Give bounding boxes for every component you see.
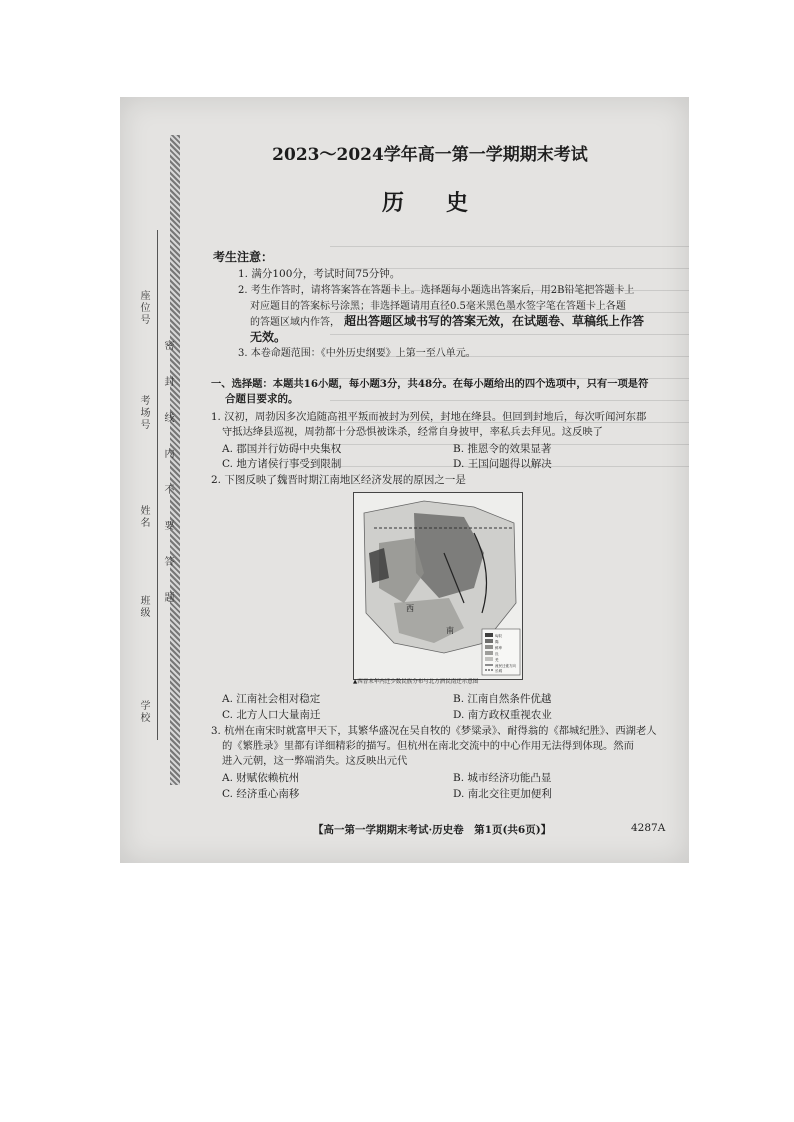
notice-item-3: 3. 本卷命题范围：《中外历史纲要》上第一至八单元。 [238, 348, 476, 359]
q2-option-d: D. 南方政权重视农业 [453, 709, 552, 721]
exam-room-label: 考场号 [138, 395, 149, 431]
q3-option-b: B. 城市经济功能凸显 [453, 772, 552, 784]
subject-title: 历 史 [381, 190, 478, 216]
q3-stem-line3: 进入元朝，这一弊端消失。这反映出元代 [222, 755, 408, 767]
q3-option-a: A. 财赋依赖杭州 [222, 772, 300, 784]
section1-intro: 一、选择题：本题共16小题，每小题3分，共48分。在每小题给出的四个选项中，只有一项是符 [211, 378, 649, 390]
q3-option-c: C. 经济重心南移 [222, 788, 300, 800]
map-legend-0: 匈奴 [495, 634, 502, 638]
map-legend-3: 氐 [495, 652, 499, 656]
map-legend-5: 流民迁徙方向 [495, 664, 516, 668]
migration-map [353, 492, 523, 680]
q2-option-a: A. 江南社会相对稳定 [222, 693, 321, 705]
q3-stem-line2: 的《繁胜录》里都有详细精彩的描写。但杭州在南北交流中的中心作用无法得到体现。然而 [222, 740, 634, 752]
map-legend-1: 羯 [495, 640, 499, 644]
notice-item-2-cont: 对应题目的答案标号涂黑；非选择题请用直径0.5毫米黑色墨水签字笔在答题卡上各题 [250, 301, 626, 312]
q2-stem: 2. 下图反映了魏晋时期江南地区经济发展的原因之一是 [211, 474, 466, 486]
section1-intro-cont: 合题目要求的。 [225, 393, 299, 405]
notice-item-2-emphasis: 超出答题区域书写的答案无效，在试题卷、草稿纸上作答 [344, 314, 645, 328]
map-graphic [354, 493, 522, 679]
map-label-west: 西 [406, 604, 414, 613]
name-label: 姓名 [138, 505, 149, 529]
info-line [157, 230, 158, 740]
seat-label: 座位号 [138, 290, 149, 326]
seal-line-text: 密 封 线 内 不 要 答 题 [162, 340, 173, 610]
paper-code: 4287A [631, 822, 666, 834]
page-footer: 【高一第一学期期末考试·历史卷 第1页(共6页)】 [313, 824, 552, 836]
q1-option-b: B. 推恩令的效果显著 [453, 443, 552, 455]
q3-option-d: D. 南北交往更加便利 [453, 788, 552, 800]
exam-title: 2023～2024学年高一第一学期期末考试 [272, 145, 588, 165]
q1-option-a: A. 郡国并行妨碍中央集权 [222, 443, 342, 455]
notice-item-2-cont2: 的答题区域内作答， [250, 317, 340, 328]
q1-option-d: D. 王国问题得以解决 [453, 458, 552, 470]
q2-option-c: C. 北方人口大量南迁 [222, 709, 321, 721]
map-caption: ▲西晋末年内迁少数民族分布与北方酒民南迁示意图 [353, 679, 479, 685]
notice-item-1: 1. 满分100分，考试时间75分钟。 [238, 268, 401, 280]
map-legend-2: 鲜卑 [495, 646, 502, 650]
school-label: 学校 [138, 700, 149, 724]
notice-item-2: 2. 考生作答时，请将答案答在答题卡上。选择题每小题选出答案后，用2B铅笔把答题卡上 [238, 285, 635, 296]
q1-option-c: C. 地方诸侯行事受到限制 [222, 458, 342, 470]
class-label: 班级 [138, 595, 149, 619]
q3-stem-line1: 3. 杭州在南宋时就富甲天下，其繁华盛况在吴自牧的《梦粱录》、耐得翁的《都城纪胜》、西湖老人 [211, 725, 657, 737]
map-legend-4: 羌 [495, 658, 499, 662]
map-legend-6: 长城 [495, 669, 502, 673]
q2-option-b: B. 江南自然条件优越 [453, 693, 552, 705]
map-label-south: 南 [446, 626, 454, 635]
q1-stem-line1: 1. 汉初，周勃因多次追随高祖平叛而被封为列侯，封地在绛县。但回到封地后，每次听闻河东郡 [211, 411, 647, 423]
q1-stem-line2: 守抵达绛县巡视，周勃都十分恐惧被诛杀，经常自身披甲，率私兵去拜见。这反映了 [222, 426, 603, 438]
notice-item-2-end: 无效。 [250, 330, 287, 344]
notice-heading: 考生注意： [213, 250, 274, 264]
